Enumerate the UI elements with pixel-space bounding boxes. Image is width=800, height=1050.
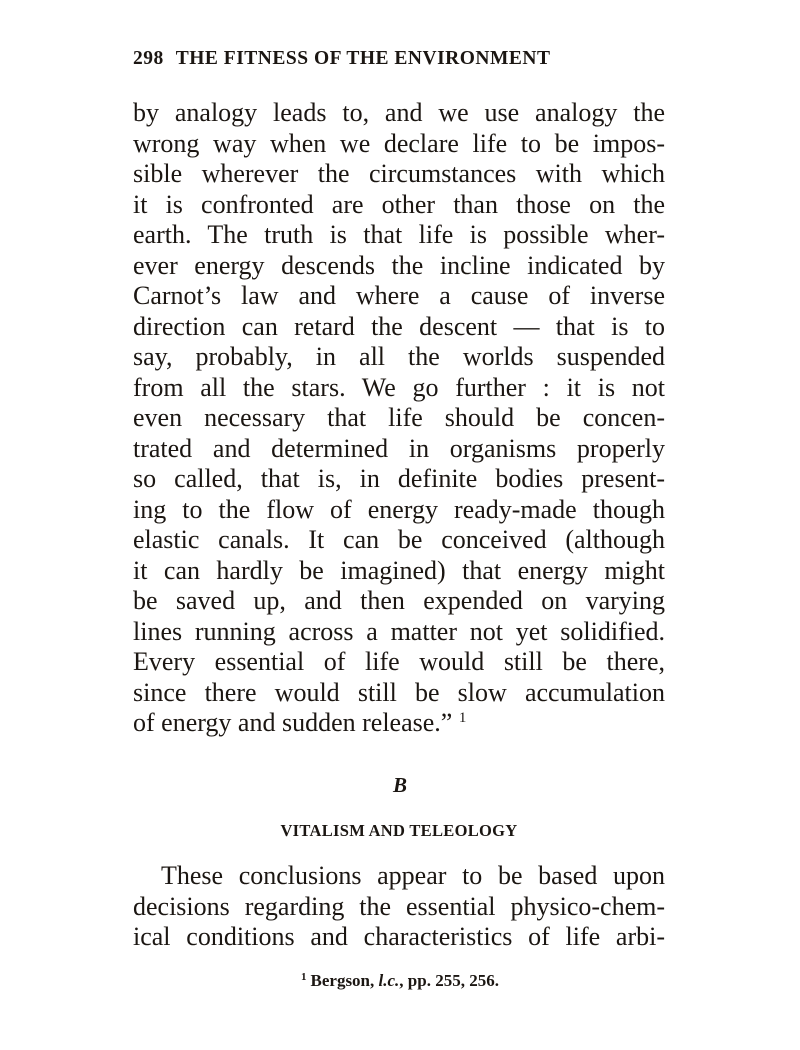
page-number: 298 [133,48,164,69]
section-text [133,861,665,953]
running-title: THE FITNESS OF THE ENVIRONMENT [175,48,551,69]
footnote-pages: , pp. 255, 256. [399,971,499,990]
text-line: earth. The truth is that life is possible wher- [133,220,665,249]
text-line: it is confronted are other than those on the [133,189,665,219]
section-title: VITALISM AND TELEOLOGY [280,821,518,840]
text-line: ing to the flow of energy ready-made though [133,494,665,524]
text-line: by analogy leads to, and we use analogy the [133,98,665,127]
text-line: Carnot’s law and where a cause of inverse [133,281,665,310]
footnote-reference: 1 [458,710,467,726]
text-line-last [133,708,665,739]
text-line: ever energy descends the incline indicated by [133,250,665,280]
text-line: so called, that is, in definite bodies present- [133,464,665,493]
text-line: it can hardly be imagined) that energy might [133,555,665,585]
footnote-abbrev: l.c. [378,971,400,990]
text-line: even necessary that life should be concen- [133,403,665,432]
text-line-last-content: of energy and sudden release.” [133,708,453,737]
text-line: direction can retard the descent — that is to [133,311,665,341]
body-text [133,98,665,739]
text-line: sible wherever the circumstances with which [133,159,665,188]
text-line: These conclusions appear to be based upon [161,861,665,890]
text-line: be saved up, and then expended on varying [133,586,665,615]
text-line: since there would still be slow accumulation [133,677,665,707]
text-line: lines running across a matter not yet solidified. [133,616,665,646]
text-line: elastic canals. It can be conceived (although [133,525,665,554]
text-line: from all the stars. We go further : it is not [133,372,665,402]
footnote [0,971,800,991]
footnote-author: Bergson, [310,971,375,990]
text-line: decisions regarding the essential physico-chem- [133,891,665,921]
text-line: Every essential of life would still be there, [133,647,665,676]
footnote-marker: 1 [301,971,307,983]
text-line: ical conditions and characteristics of life arbi- [133,922,665,951]
text-line: trated and determined in organisms properly [133,433,665,463]
text-line: say, probably, in all the worlds suspended [133,342,665,371]
section-letter: B [392,773,407,797]
text-line: wrong way when we declare life to be impos- [133,128,665,158]
running-head [133,48,673,70]
